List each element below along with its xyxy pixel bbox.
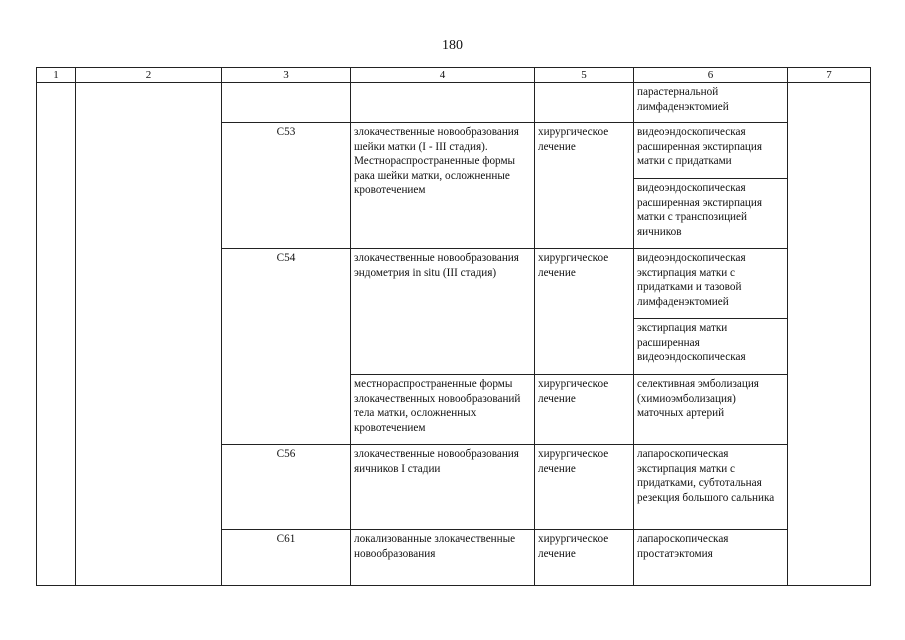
diagnosis-cell: локализованные злокачественные новообразования	[351, 530, 535, 586]
diagnosis-cell: злокачественные новообразования шейки матки (I - III стадия). Местнораспространенные формы рака шейки матки, осложненные кровотечением	[351, 123, 535, 249]
column-header-2: 2	[76, 68, 222, 83]
treatment-cell: хирургическое лечение	[535, 123, 634, 249]
treatment-cell: хирургическое лечение	[535, 530, 634, 586]
treatment-cell: хирургическое лечение	[535, 249, 634, 375]
code-cell: C54	[222, 249, 351, 445]
column-header-5: 5	[535, 68, 634, 83]
col7-merged-cell	[788, 83, 871, 586]
column-header-6: 6	[634, 68, 788, 83]
diagnosis-cell: местнораспространенные формы злокачественных новообразований тела матки, осложненных кровотечением	[351, 375, 535, 445]
method-cell: селективная эмболизация (химиоэмболизация) маточных артерий	[634, 375, 788, 445]
diagnosis-cell: злокачественные новообразования яичников I стадии	[351, 445, 535, 530]
column-header-4: 4	[351, 68, 535, 83]
method-cell: видеоэндоскопическая экстирпация матки с придатками и тазовой лимфаденэктомией	[634, 249, 788, 319]
code-cell: C61	[222, 530, 351, 586]
method-cell: лапароскопическая экстирпация матки с придатками, субтотальная резекция большого сальника	[634, 445, 788, 530]
column-number-row	[37, 68, 871, 83]
diagnosis-cell	[351, 83, 535, 123]
code-cell	[222, 83, 351, 123]
column-header-3: 3	[222, 68, 351, 83]
code-cell: C53	[222, 123, 351, 249]
column-header-7: 7	[788, 68, 871, 83]
col2-merged-cell	[76, 83, 222, 586]
table-row	[37, 83, 871, 123]
column-header-1: 1	[37, 68, 76, 83]
method-cell: лапароскопическая простатэктомия	[634, 530, 788, 586]
method-cell: экстирпация матки расширенная видеоэндоскопическая	[634, 319, 788, 375]
medical-procedures-table	[36, 67, 871, 586]
method-cell: видеоэндоскопическая расширенная экстирпация матки с придатками	[634, 123, 788, 179]
treatment-cell	[535, 83, 634, 123]
method-cell: парастернальной лимфаденэктомией	[634, 83, 788, 123]
col1-merged-cell	[37, 83, 76, 586]
code-cell: C56	[222, 445, 351, 530]
treatment-cell: хирургическое лечение	[535, 375, 634, 445]
diagnosis-cell: злокачественные новообразования эндометрия in situ (III стадия)	[351, 249, 535, 375]
treatment-cell: хирургическое лечение	[535, 445, 634, 530]
page-number: 180	[442, 38, 463, 53]
method-cell: видеоэндоскопическая расширенная экстирпация матки с транспозицией яичников	[634, 179, 788, 249]
